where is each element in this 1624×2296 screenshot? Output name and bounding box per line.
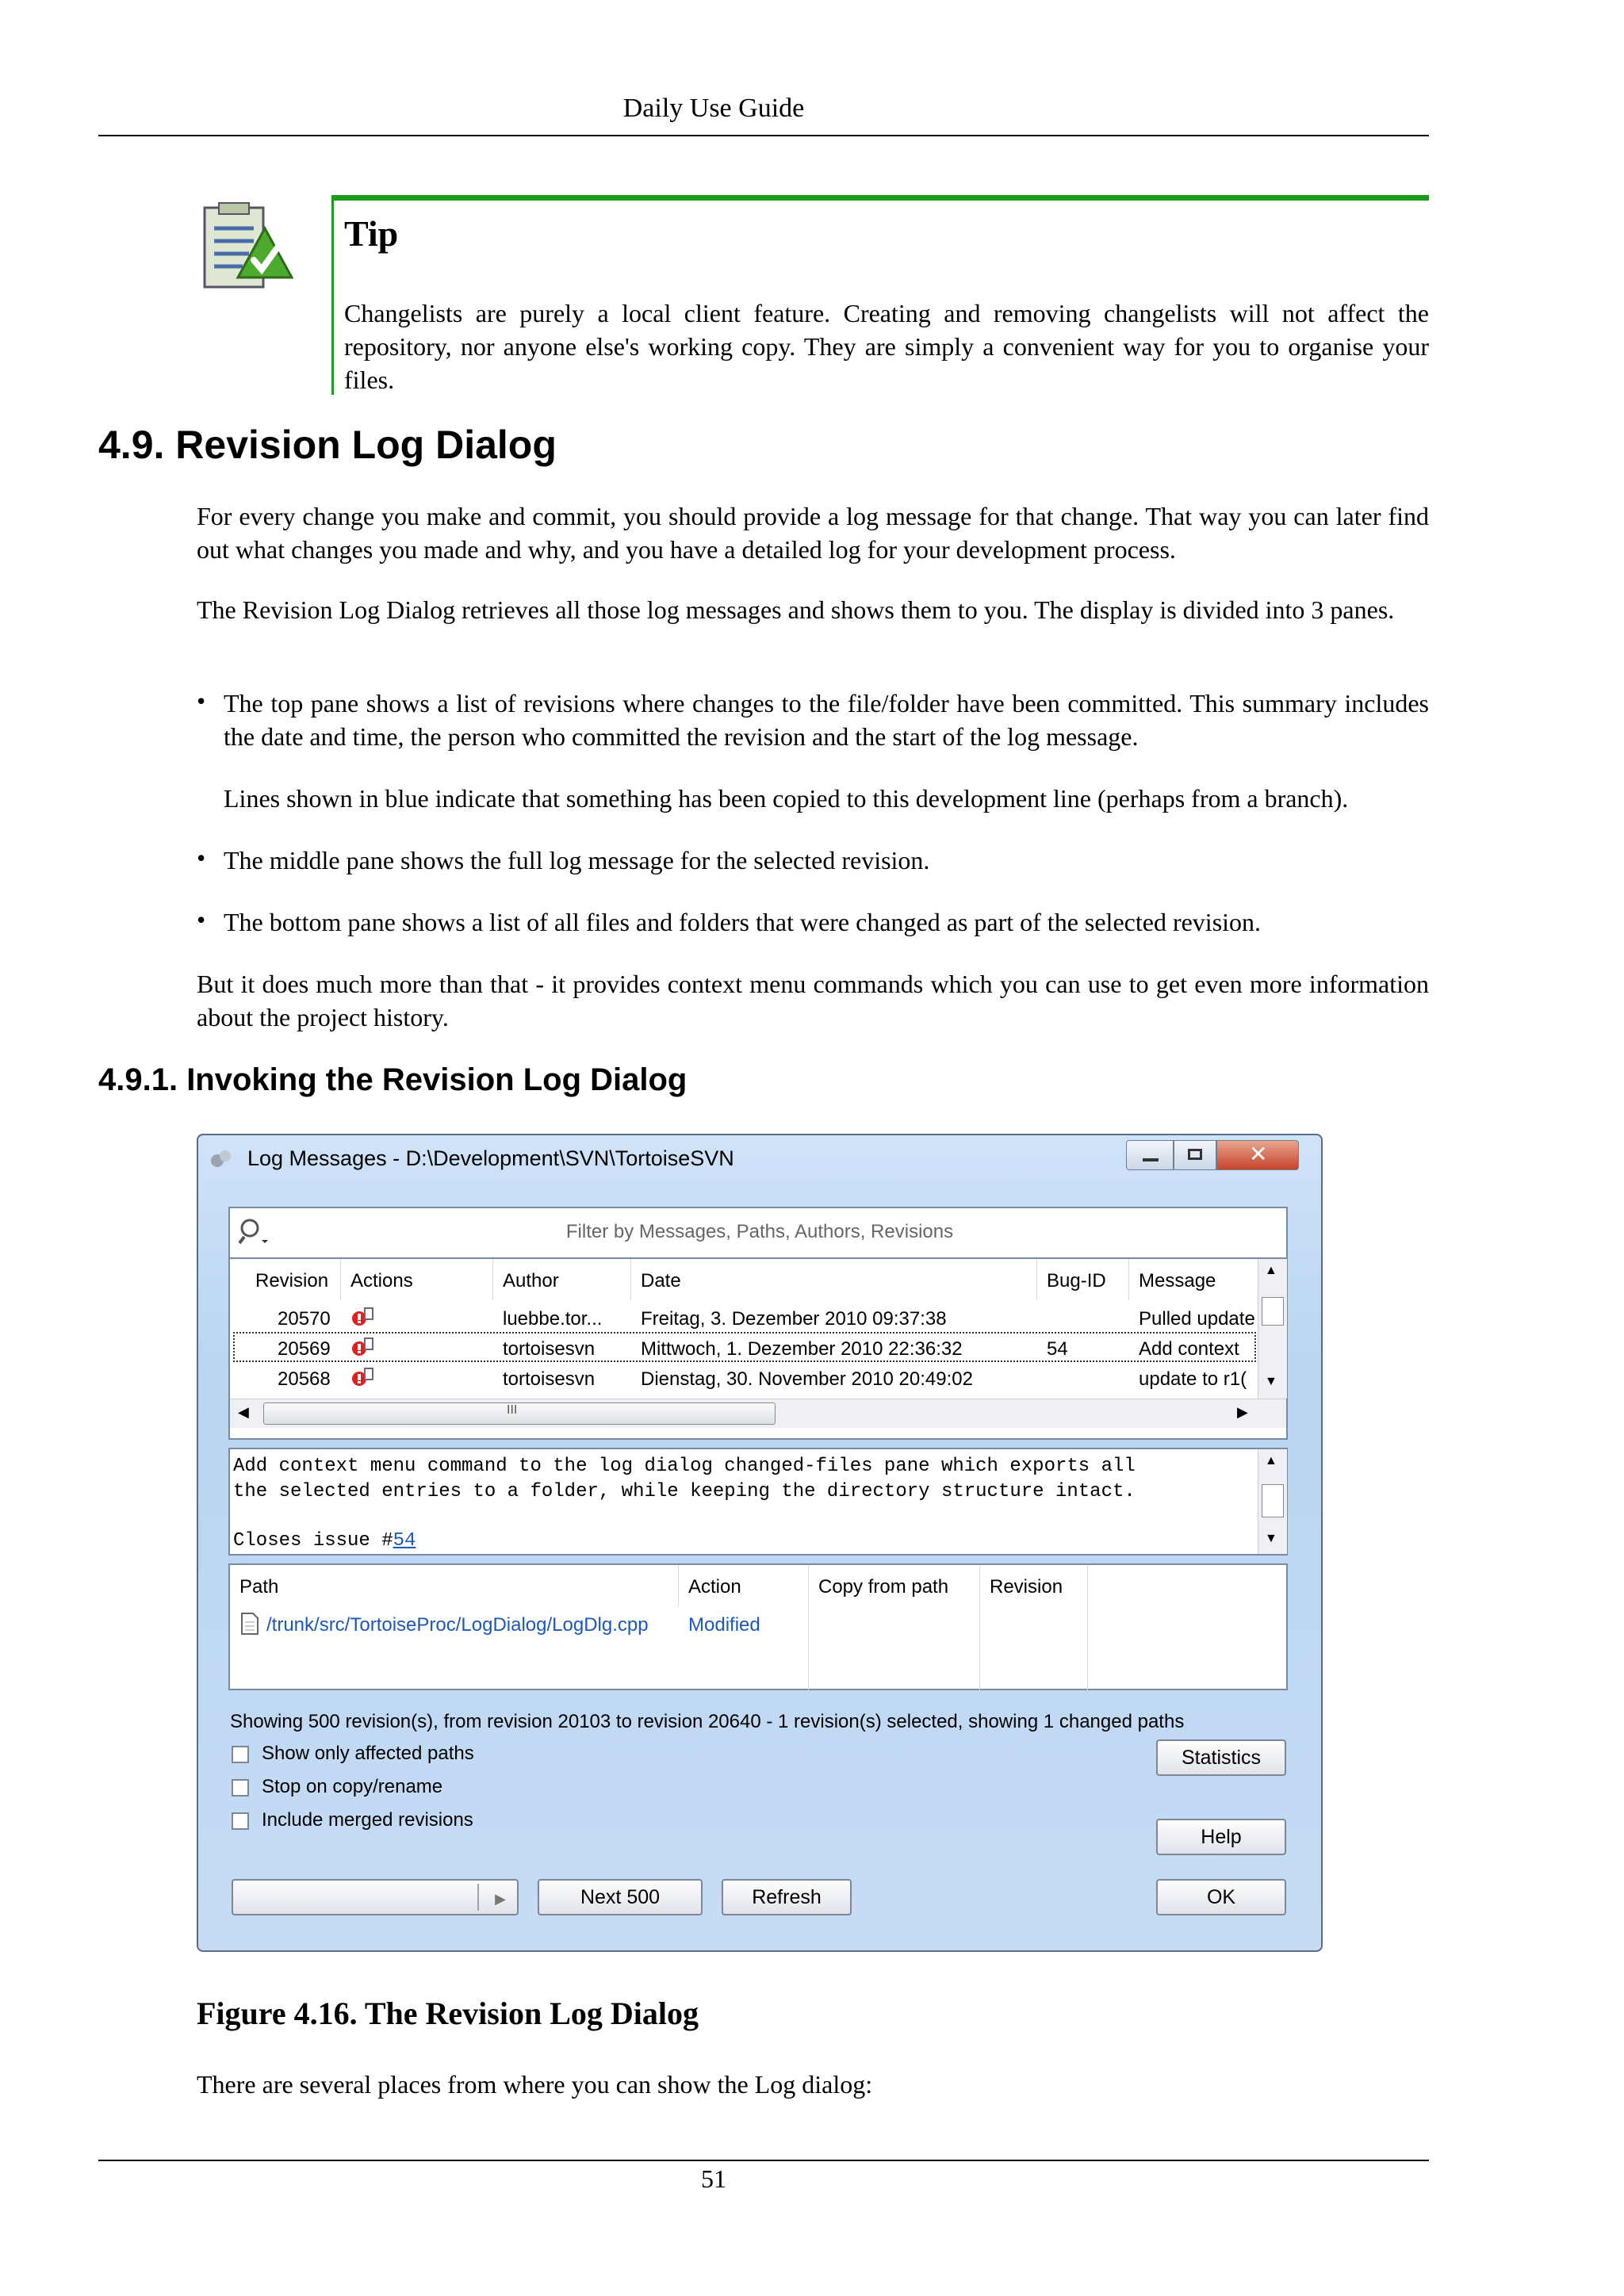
dialog-title: Log Messages - D:\Development\SVN\TortoiseSVN (247, 1146, 734, 1170)
column-header-copy-from-path[interactable]: Copy from path (809, 1565, 980, 1690)
horizontal-scrollbar[interactable] (230, 1399, 1286, 1428)
column-header-path[interactable]: Path (230, 1565, 679, 1606)
figure-caption: Figure 4.16. The Revision Log Dialog (197, 1996, 699, 2031)
maximize-icon (1188, 1149, 1202, 1160)
close-button[interactable] (1216, 1140, 1299, 1170)
scroll-up-icon[interactable]: ▲ (1265, 1454, 1277, 1468)
stop-on-copy-checkbox[interactable] (232, 1779, 249, 1797)
log-message-line: Closes issue #54 (233, 1530, 416, 1552)
maximize-button[interactable] (1174, 1140, 1216, 1170)
scroll-left-icon[interactable]: ◀ (238, 1404, 249, 1420)
filter-bar (228, 1207, 1288, 1257)
refresh-button[interactable]: Refresh (722, 1879, 852, 1915)
dropdown-arrow-icon[interactable]: ▶ (495, 1891, 506, 1907)
bullet-marker: • (197, 844, 206, 872)
checkbox-label: Stop on copy/rename (262, 1776, 443, 1797)
tip-text: Changelists are purely a local client feature. Creating and removing changelists will not affect the repository, nor anyone else's working copy. They are simply a convenient way for you to organise your files. (344, 299, 1429, 394)
dialog-app-icon (209, 1148, 233, 1173)
help-button[interactable]: Help (1156, 1819, 1286, 1855)
issue-link[interactable]: 54 (393, 1530, 416, 1552)
bullet-marker: • (197, 687, 206, 715)
closing-paragraph: There are several places from where you can show the Log dialog: (197, 2070, 873, 2099)
page-number: 51 (701, 2164, 726, 2193)
column-header-actions[interactable]: Actions (341, 1259, 493, 1300)
log-message-line: Add context menu command to the log dialog changed-files pane which exports all (233, 1456, 1136, 1477)
revision-list-pane: Revision Actions Author Date Bug-ID Message 20570 luebbe.tor... Freitag, 3. Dezember 2010 09:37:38 Pulled update 20569 tortoisesvn Mittwoch, 1. Dezember 2010 22:36:32 54 Add context 20568 tortoisesvn Dienstag, 30. November 2010 20:49:02 update to r1( ▲ ▼ ◀ III ▶ (228, 1257, 1288, 1440)
tip-title: Tip (344, 213, 399, 254)
checkbox-label: Include merged revisions (262, 1809, 473, 1831)
tip-border-left (331, 195, 334, 395)
minimize-icon (1143, 1158, 1159, 1161)
modified-action-icon (350, 1307, 374, 1333)
scroll-down-icon[interactable]: ▼ (1265, 1375, 1277, 1388)
bullet-item-1: The top pane shows a list of revisions where changes to the file/folder have been committed. This summary includes the date and time, the person who committed the revision and the start of the log message. (224, 689, 1429, 751)
column-header-author[interactable]: Author (493, 1259, 631, 1300)
scroll-thumb[interactable] (1262, 1484, 1284, 1517)
filter-input[interactable]: Filter by Messages, Paths, Authors, Revisions (565, 1221, 954, 1242)
scroll-up-icon[interactable]: ▲ (1265, 1264, 1277, 1277)
vertical-scrollbar[interactable] (1258, 1259, 1287, 1399)
split-divider (477, 1884, 479, 1911)
column-header-revision[interactable]: Revision (230, 1259, 341, 1300)
column-header-message[interactable]: Message (1139, 1270, 1216, 1292)
bullet-marker: • (197, 905, 206, 934)
log-dialog-screenshot (197, 1134, 1323, 1952)
header-rule (98, 135, 1429, 136)
scroll-down-icon[interactable]: ▼ (1265, 1532, 1277, 1545)
statistics-button[interactable]: Statistics (1156, 1739, 1286, 1776)
show-range-split-button[interactable] (232, 1879, 519, 1915)
log-message-line: the selected entries to a folder, while keeping the directory structure intact. (233, 1481, 1136, 1502)
scroll-thumb[interactable] (1262, 1297, 1284, 1326)
status-text: Showing 500 revision(s), from revision 20103 to revision 20640 - 1 revision(s) selected, showing 1 changed paths (230, 1711, 1185, 1732)
bullet-item-3: The bottom pane shows a list of all files and folders that were changed as part of the selected revision. (224, 908, 1262, 936)
log-message-pane[interactable] (228, 1448, 1288, 1556)
modified-action-icon (350, 1337, 374, 1363)
column-header-action[interactable]: Action (679, 1565, 809, 1690)
bullet-item-2: The middle pane shows the full log message for the selected revision. (224, 846, 930, 874)
next-500-button[interactable]: Next 500 (538, 1879, 703, 1915)
horizontal-scroll-thumb[interactable]: III (263, 1402, 776, 1425)
checkbox-label: Show only affected paths (262, 1743, 474, 1764)
file-icon (241, 1613, 259, 1639)
paragraph-2: The Revision Log Dialog retrieves all those log messages and shows them to you. The display is divided into 3 panes. (197, 595, 1395, 624)
column-header-bugid[interactable]: Bug-ID (1037, 1259, 1129, 1300)
ok-button[interactable]: OK (1156, 1879, 1286, 1915)
paragraph-1: For every change you make and commit, you should provide a log message for that change. That way you can later find out what changes you made and why, and you have a detailed log for your development process. (197, 502, 1429, 564)
paragraph-3: But it does much more than that - it provides context menu commands which you can use to get even more information about the project history. (197, 970, 1429, 1031)
subsection-heading: 4.9.1. Invoking the Revision Log Dialog (98, 1062, 688, 1097)
running-header: Daily Use Guide (622, 94, 805, 123)
column-header-revision[interactable]: Revision (980, 1565, 1088, 1690)
include-merged-checkbox[interactable] (232, 1812, 249, 1830)
modified-action-icon (350, 1367, 374, 1393)
scroll-right-icon[interactable]: ▶ (1237, 1404, 1248, 1420)
section-heading: 4.9. Revision Log Dialog (98, 423, 557, 467)
tip-border-top (331, 195, 1429, 201)
show-affected-paths-checkbox[interactable] (232, 1746, 249, 1763)
footer-rule (98, 2160, 1429, 2161)
bullet-item-1-extra: Lines shown in blue indicate that something has been copied to this development line (perhaps from a branch). (224, 784, 1349, 813)
close-icon: ✕ (1249, 1142, 1268, 1166)
column-header-date[interactable]: Date (631, 1259, 1037, 1300)
minimize-button[interactable] (1126, 1140, 1174, 1170)
tip-checklist-icon (201, 201, 293, 297)
message-scrollbar[interactable] (1258, 1449, 1287, 1554)
changed-paths-pane: Path Action Copy from path Revision /trunk/src/TortoiseProc/LogDialog/LogDlg.cpp Modified (228, 1563, 1288, 1690)
